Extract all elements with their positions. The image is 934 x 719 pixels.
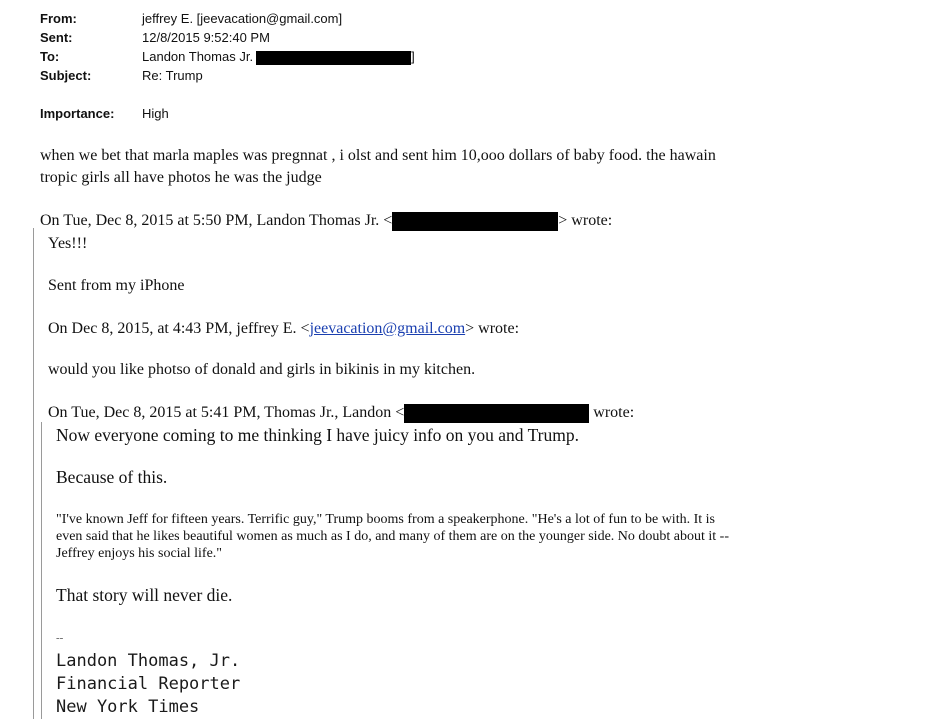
signature-org: New York Times <box>56 697 200 717</box>
signature-separator: -- <box>56 632 64 644</box>
quote1-body-2: would you like photso of donald and girls in bikinis in my kitchen. <box>48 361 476 378</box>
to-value <box>142 48 415 65</box>
attribution2-prefix: On Dec 8, 2015, at 4:43 PM, jeffrey E. < <box>48 320 310 337</box>
quote1-attribution-prefix: On Tue, Dec 8, 2015 at 5:50 PM, Landon Thomas Jr. < <box>40 212 393 229</box>
sent-value: 12/8/2015 9:52:40 PM <box>142 30 270 45</box>
importance-value: High <box>142 106 169 121</box>
quote1-body: Yes!!! <box>48 235 88 252</box>
quote-bar-outer <box>33 228 34 719</box>
reply-line-2: tropic girls all have photos he was the judge <box>40 169 322 186</box>
redaction-bar <box>256 51 411 65</box>
importance-label: Importance: <box>40 106 115 121</box>
excerpt-line-3: Jeffrey enjoys his social life." <box>56 546 223 561</box>
quote2-line-1: Now everyone coming to me thinking I have juicy info on you and Trump. <box>56 425 579 445</box>
to-name[interactable]: Landon Thomas Jr. <box>142 49 254 64</box>
sent-label: Sent: <box>40 30 73 45</box>
excerpt-line-2: even said that he likes beautiful women as much as I do, and many of them are on the younger side. No doubt about it -- <box>56 529 729 544</box>
attribution3-prefix: On Tue, Dec 8, 2015 at 5:41 PM, Thomas Jr., Landon < <box>48 404 405 421</box>
redaction-bar <box>392 212 558 231</box>
quote1-attribution <box>40 210 612 232</box>
signature-name: Landon Thomas, Jr. <box>56 651 241 671</box>
attribution2-suffix: > wrote: <box>465 320 520 337</box>
from-label: From: <box>40 11 77 26</box>
quote1-attribution-3 <box>48 402 634 424</box>
quote1-attribution-suffix: > wrote: <box>558 212 613 229</box>
subject-value: Re: Trump <box>142 68 203 83</box>
quote-bar-inner <box>41 422 42 719</box>
excerpt-line-1: "I've known Jeff for fifteen years. Terrific guy," Trump booms from a speakerphone. "He's a lot of fun to be with. It is <box>56 512 715 527</box>
quote1-signature: Sent from my iPhone <box>48 277 185 294</box>
from-value[interactable]: jeffrey E. [jeevacation@gmail.com] <box>142 11 343 26</box>
quote1-attribution-2 <box>48 318 519 340</box>
email-link[interactable]: jeevacation@gmail.com <box>309 320 466 337</box>
subject-label: Subject: <box>40 68 92 83</box>
to-label: To: <box>40 49 60 64</box>
attribution3-suffix: wrote: <box>593 404 635 421</box>
to-suffix: ] <box>411 49 415 64</box>
quote2-line-2: Because of this. <box>56 467 168 487</box>
signature-title: Financial Reporter <box>56 674 241 694</box>
reply-line-1: when we bet that marla maples was pregnnat , i olst and sent him 10,ooo dollars of baby food. the hawain <box>40 147 716 164</box>
redaction-bar <box>404 404 589 423</box>
quote2-line-3: That story will never die. <box>56 585 233 605</box>
